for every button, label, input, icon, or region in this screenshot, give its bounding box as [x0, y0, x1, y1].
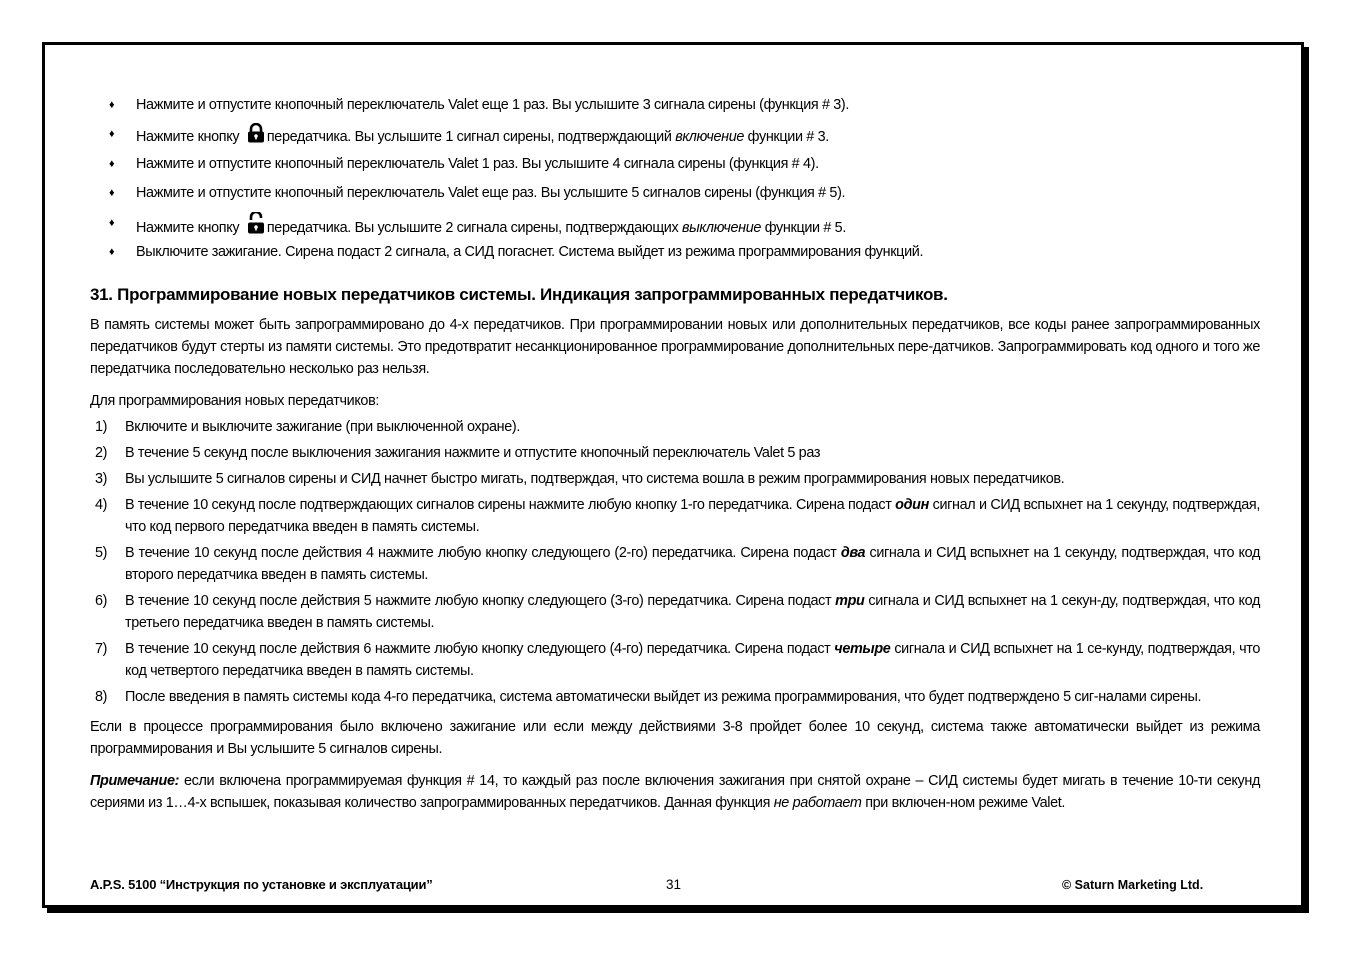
step-number: 4)	[95, 497, 108, 514]
step-number: 3)	[95, 471, 108, 488]
list-item: ♦ Нажмите и отпустите кнопочный переключатель Valet 1 раз. Вы услышите 4 сигнала сирены (функция # 4).	[90, 153, 1260, 182]
diamond-bullet-icon: ♦	[109, 157, 115, 170]
list-item: 4) В течение 10 секунд после подтверждающих сигналов сирены нажмите любую кнопку 1-го передатчика. Сирена подаст один сигнал и СИД вспыхнет на 1 секунду, подтверждая, что код первого передатчика введен в память системы.	[90, 494, 1260, 538]
diamond-bullet-icon: ♦	[109, 245, 115, 258]
note-label: Примечание:	[90, 773, 180, 790]
diamond-bullet-icon: ♦	[109, 187, 115, 200]
lock-closed-icon	[247, 123, 265, 150]
section-title: 31. Программирование новых передатчиков системы. Индикация запрограммированных передатчиков.	[90, 285, 948, 305]
timeout-paragraph: Если в процессе программирования было включено зажигание или если между действиями 3-8 пройдет более 10 секунд, система также автоматически выйдет из режима программирования и Вы услышите 5 сигналов сирены.	[90, 719, 1260, 758]
list-item: ♦ Нажмите и отпустите кнопочный переключатель Valet еще раз. Вы услышите 5 сигналов сирены (функция # 5).	[90, 182, 1260, 211]
section-intro: В память системы может быть запрограммировано до 4-х передатчиков. При программировании новых или дополнительных передатчиков, все коды ранее запрограммированных передатчиков будут стерты из памяти системы. Это предотвратит несанкционированное программирование дополнительных пере-датчиков. Запрограммировать код одного и того же передатчика последовательно несколько раз нельзя.	[90, 317, 1260, 378]
step-number: 7)	[95, 641, 108, 658]
step-number: 1)	[95, 419, 108, 436]
list-item: 5) В течение 10 секунд после действия 4 нажмите любую кнопку следующего (2-го) передатчика. Сирена подаст два сигнала и СИД вспыхнет на 1 секунду, подтверждая, что код второго передатчика введен в память системы.	[90, 542, 1260, 586]
function-steps-list	[90, 94, 1260, 270]
list-item: ♦ Выключите зажигание. Сирена подаст 2 сигнала, а СИД погаснет. Система выйдет из режима программирования функций.	[90, 241, 1260, 270]
footer-copyright: © Saturn Marketing Ltd.	[1062, 878, 1204, 892]
diamond-bullet-icon: ♦	[109, 99, 115, 111]
list-item: 6) В течение 10 секунд после действия 5 нажмите любую кнопку следующего (3-го) передатчика. Сирена подаст три сигнала и СИД вспыхнет на 1 секун-ду, подтверждая, что код третьего передатчика введен в память системы.	[90, 590, 1260, 634]
step-number: 5)	[95, 545, 108, 562]
list-item: 8) После введения в память системы кода 4-го передатчика, система автоматически выйдет из режима программирования, что будет подтверждено 5 сиг-налами сирены.	[90, 686, 1260, 708]
list-item: 3) Вы услышите 5 сигналов сирены и СИД начнет быстро мигать, подтверждая, что система вошла в режим программирования новых передатчиков.	[90, 468, 1260, 490]
diamond-bullet-icon: ♦	[109, 216, 115, 229]
steps-lead: Для программирования новых передатчиков:	[90, 393, 380, 410]
page-number: 31	[666, 877, 682, 892]
footer-document-title: A.P.S. 5100 “Инструкция по установке и эксплуатации”	[90, 877, 433, 892]
list-item: ♦ Нажмите кнопку передатчика. Вы услышите 1 сигнал сирены, подтверждающий включение функции # 3.	[90, 123, 1260, 152]
step-number: 8)	[95, 689, 108, 706]
note-paragraph: Примечание: если включена программируемая функция # 14, то каждый раз после включения зажигания при снятой охране – СИД системы будет мигать в течение 10-ти секунд сериями из 1…4-х вспышек, показывая количество запрограммированных передатчиков. Данная функция не работает при включен-ном режиме Valet.	[90, 773, 1260, 812]
list-item: 2) В течение 5 секунд после выключения зажигания нажмите и отпустите кнопочный переключатель Valet 5 раз	[90, 442, 1260, 464]
list-item: 1) Включите и выключите зажигание (при выключенной охране).	[90, 416, 1260, 438]
list-item: ♦ Нажмите и отпустите кнопочный переключатель Valet еще 1 раз. Вы услышите 3 сигнала сирены (функция # 3).	[90, 94, 1260, 123]
step-number: 6)	[95, 593, 108, 610]
programming-steps-list	[90, 416, 1260, 708]
list-item: ♦ Нажмите кнопку передатчика. Вы услышите 2 сигнала сирены, подтверждающих выключение функции # 5.	[90, 212, 1260, 241]
step-number: 2)	[95, 445, 108, 462]
diamond-bullet-icon: ♦	[109, 128, 115, 141]
lock-open-icon	[247, 212, 265, 241]
list-item: 7) В течение 10 секунд после действия 6 нажмите любую кнопку следующего (4-го) передатчика. Сирена подаст четыре сигнала и СИД вспыхнет на 1 се-кунду, подтверждая, что код четвертого передатчика введен в память системы.	[90, 638, 1260, 682]
page-content	[90, 94, 1260, 824]
